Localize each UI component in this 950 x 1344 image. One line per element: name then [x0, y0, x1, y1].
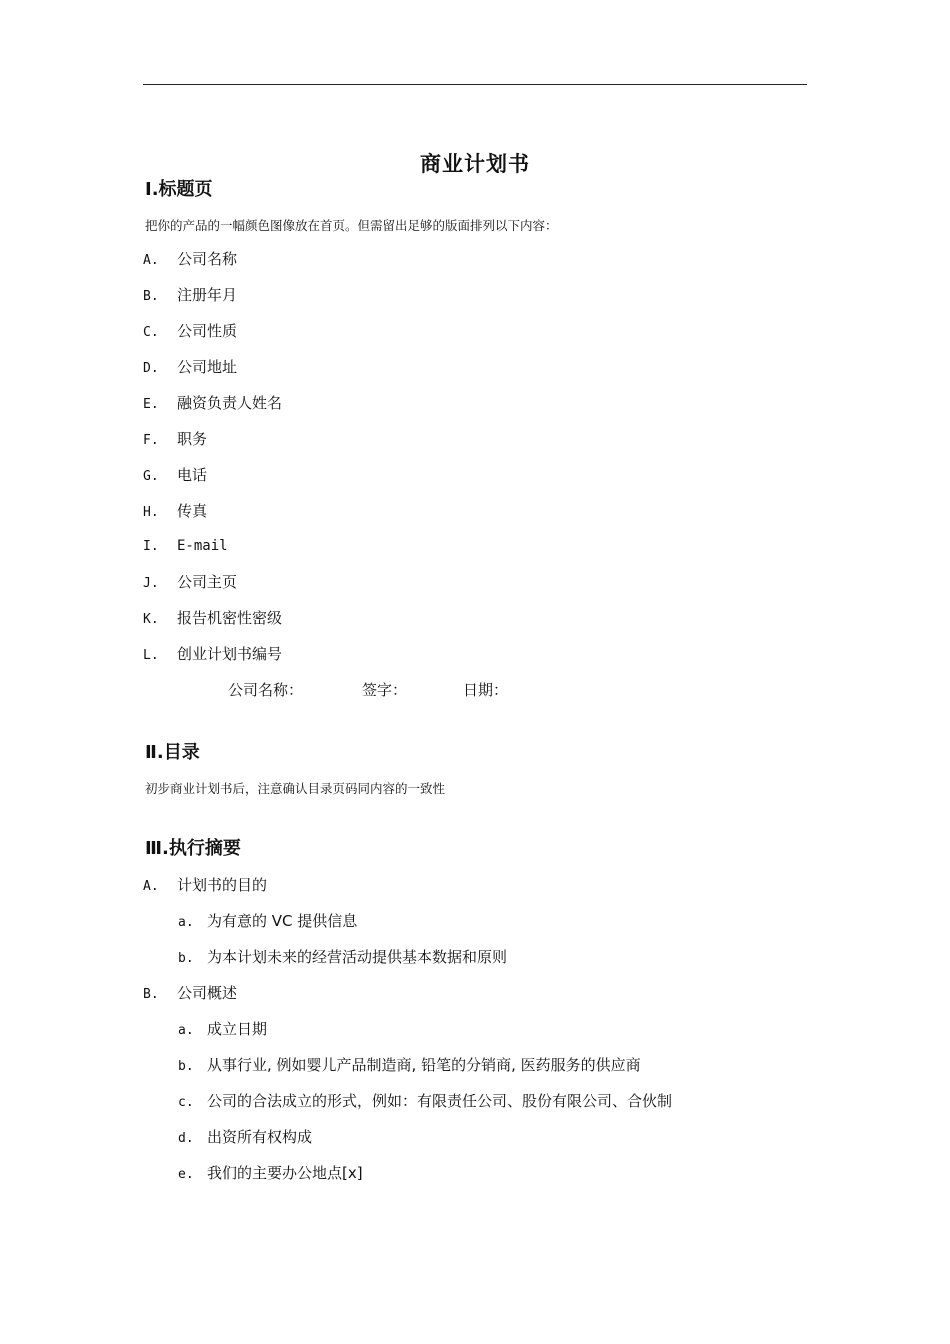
list-item: F. 职务	[143, 430, 208, 448]
sub-list-item: e. 我们的主要办公地点[x]	[178, 1164, 363, 1182]
section-1-note: 把你的产品的一幅颜色图像放在首页。但需留出足够的版面排列以下内容：	[145, 218, 558, 233]
document-title: 商业计划书	[420, 152, 530, 176]
sub-list-item: b. 为本计划未来的经营活动提供基本数据和原则	[178, 948, 508, 966]
sub-list-item: b. 从事行业, 例如婴儿产品制造商, 铅笔的分销商, 医药服务的供应商	[178, 1056, 641, 1074]
header-rule	[143, 84, 807, 85]
list-item: J. 公司主页	[143, 573, 238, 591]
list-item: I. E-mail	[143, 538, 228, 554]
signature-company-label: 公司名称：	[228, 681, 304, 699]
list-item: A. 计划书的目的	[143, 876, 268, 894]
list-item: G. 电话	[143, 466, 208, 484]
list-item: C. 公司性质	[143, 322, 238, 340]
section-2-heading: Ⅱ.目录	[145, 742, 200, 763]
section-1-heading: Ⅰ.标题页	[145, 179, 213, 200]
list-item: L. 创业计划书编号	[143, 645, 283, 663]
list-item: E. 融资负责人姓名	[143, 394, 283, 412]
sub-list-item: d. 出资所有权构成	[178, 1128, 313, 1146]
list-item: B. 注册年月	[143, 286, 238, 304]
signature-date-label: 日期：	[463, 681, 509, 699]
sub-list-item: a. 为有意的 VC 提供信息	[178, 912, 358, 930]
sub-list-item: c. 公司的合法成立的形式，例如：有限责任公司、股份有限公司、合伙制	[178, 1092, 673, 1110]
list-item: K. 报告机密性密级	[143, 609, 283, 627]
sub-list-item: a. 成立日期	[178, 1020, 268, 1038]
list-item: A. 公司名称	[143, 250, 238, 268]
section-3-heading: Ⅲ.执行摘要	[145, 838, 241, 859]
list-item: B. 公司概述	[143, 984, 238, 1002]
section-2-note: 初步商业计划书后，注意确认目录页码同内容的一致性	[145, 781, 446, 796]
signature-sign-label: 签字：	[362, 681, 408, 699]
list-item: D. 公司地址	[143, 358, 238, 376]
list-item: H. 传真	[143, 502, 208, 520]
